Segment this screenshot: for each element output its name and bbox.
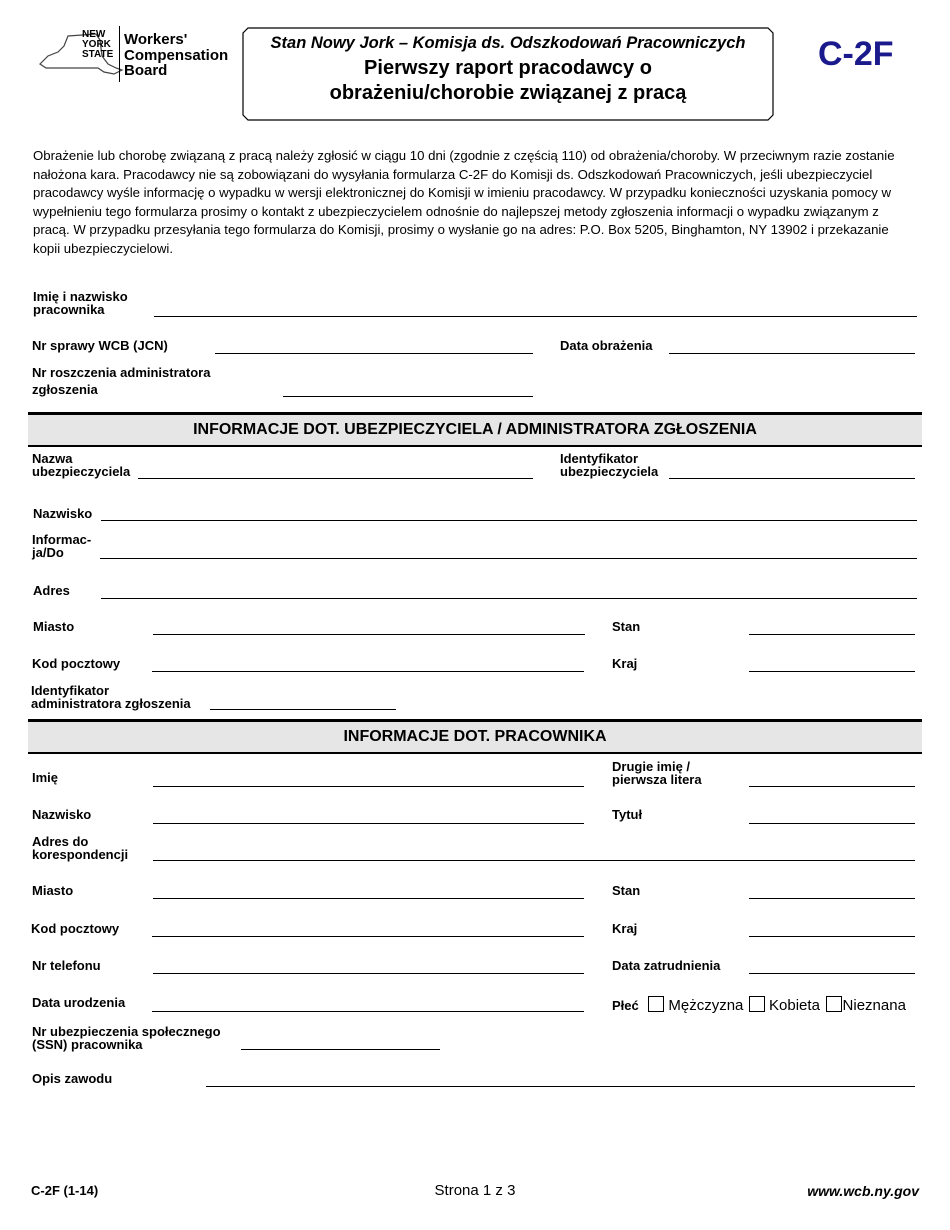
wcb-case-field[interactable]	[215, 353, 533, 354]
employee-name-label	[33, 290, 128, 316]
employee-name-field[interactable]	[154, 316, 917, 317]
gender-female-checkbox[interactable]	[749, 996, 765, 1012]
employee-state-label: Stan	[612, 883, 641, 898]
employee-city-field[interactable]	[153, 898, 584, 899]
insurer-name-label-l1: Nazwa	[32, 451, 73, 466]
gender-unknown-label: Nieznana	[842, 997, 906, 1014]
gender-female-label: Kobieta	[769, 997, 820, 1014]
ssn-field[interactable]	[241, 1049, 440, 1050]
gender-label: Płeć	[612, 998, 639, 1013]
info-to-label	[32, 533, 91, 559]
middle-name-field[interactable]	[749, 786, 915, 787]
insurer-surname-label: Nazwisko	[33, 506, 93, 521]
form-title-line-1: Pierwszy raport pracodawcy o	[364, 57, 652, 79]
footer-page-number: Strona 1 z 3	[434, 1182, 516, 1199]
insurer-name-label-l2: ubezpieczyciela	[32, 464, 131, 479]
mail-address-label-l1: Adres do	[32, 834, 89, 849]
title-field[interactable]	[749, 823, 915, 824]
ssn-label-l1: Nr ubezpieczenia społecznego	[32, 1024, 221, 1039]
ssn-label	[32, 1025, 221, 1051]
intro-text: Obrażenie lub chorobę związaną z pracą należy zgłosić w ciągu 10 dni (zgodnie z częścią 110) od obrażenia/choroby. W przeciwnym razie zostanie nałożona kara. Pracodawcy nie są zobowiązani do wysyłania formularza C-2F do Komisji ds. Odszkodowań Pracowniczych, jeśli ubezpieczyciel pracodawcy wyśle informację o wypadku w wersji elektronicznej do Komisji w imieniu pracodawcy. W przypadku konieczności uzyskania pomocy w wypełnieniu tego formularza prosimy o kontakt z ubezpieczycielem odnośnie do najlepszej metody zgłoszenia informacji o wypadku związanym z pracą. W przypadku przesyłania tego formularza do Komisji, prosimy o wysłanie go na adres: P.O. Box 5205, Binghamton, NY 13902 i przekazanie kopii ubezpieczycielowi.	[33, 148, 895, 256]
insurer-zip-label: Kod pocztowy	[32, 656, 121, 671]
insurer-address-field[interactable]	[101, 598, 917, 599]
injury-date-label: Data obrażenia	[560, 338, 653, 353]
insurer-surname-field[interactable]	[101, 520, 917, 521]
claim-admin-no-label-l1: Nr roszczenia administratora	[32, 365, 211, 380]
middle-name-label-l1: Drugie imię /	[612, 759, 691, 774]
admin-id-label-l2: administratora zgłoszenia	[31, 696, 191, 711]
mail-address-label	[32, 835, 128, 861]
insurer-city-field[interactable]	[153, 634, 585, 635]
birth-date-label: Data urodzenia	[32, 995, 126, 1010]
title-box	[242, 27, 774, 121]
employee-name-label-l2: pracownika	[33, 302, 105, 317]
info-to-label-l1: Informac-	[32, 532, 92, 547]
admin-id-label	[31, 684, 191, 710]
footer-website[interactable]: www.wcb.ny.gov	[807, 1183, 919, 1199]
insurer-section-header: INFORMACJE DOT. UBEZPIECZYCIELA / ADMINISTRATORA ZGŁOSZENIA	[28, 412, 922, 447]
admin-id-label-l1: Identyfikator	[31, 683, 110, 698]
hire-date-label: Data zatrudnienia	[612, 958, 721, 973]
insurer-id-field[interactable]	[669, 478, 915, 479]
employee-state-field[interactable]	[749, 898, 915, 899]
logo-agency-line-3: Board	[124, 62, 168, 79]
agency-title: Stan Nowy Jork – Komisja ds. Odszkodowań Pracowniczych	[270, 34, 746, 52]
phone-field[interactable]	[153, 973, 584, 974]
insurer-name-field[interactable]	[138, 478, 533, 479]
middle-name-label	[612, 760, 702, 786]
claim-admin-no-label	[32, 364, 210, 398]
gender-row	[612, 996, 906, 1015]
employee-surname-label: Nazwisko	[32, 807, 92, 822]
gender-male-checkbox[interactable]	[648, 996, 664, 1012]
mail-address-label-l2: korespondencji	[32, 847, 129, 862]
birth-date-field[interactable]	[152, 1011, 584, 1012]
wcb-case-label: Nr sprawy WCB (JCN)	[32, 338, 168, 353]
insurer-state-field[interactable]	[749, 634, 915, 635]
logo-state-line-1: NEW	[82, 29, 106, 40]
employee-city-label: Miasto	[32, 883, 74, 898]
employee-country-label: Kraj	[612, 921, 638, 936]
claim-admin-no-label-l2: zgłoszenia	[32, 382, 98, 397]
employee-country-field[interactable]	[749, 936, 915, 937]
form-code: C-2F	[818, 35, 894, 73]
claim-admin-no-field[interactable]	[283, 396, 533, 397]
first-name-label: Imię	[32, 770, 59, 785]
gender-unknown-checkbox[interactable]	[826, 996, 842, 1012]
logo-agency-line-2: Compensation	[124, 46, 229, 64]
insurer-country-field[interactable]	[749, 671, 915, 672]
insurer-zip-field[interactable]	[152, 671, 584, 672]
phone-label: Nr telefonu	[32, 958, 101, 973]
first-name-field[interactable]	[153, 786, 584, 787]
injury-date-field[interactable]	[669, 353, 915, 354]
admin-id-field[interactable]	[210, 709, 396, 710]
insurer-address-label: Adres	[33, 583, 70, 598]
logo-agency-line-1: Workers'	[124, 31, 188, 48]
job-description-label: Opis zawodu	[32, 1071, 113, 1086]
info-to-label-l2: ja/Do	[32, 545, 64, 560]
job-description-field[interactable]	[206, 1086, 915, 1087]
logo-state-line-2: YORK	[82, 39, 111, 50]
insurer-state-label: Stan	[612, 619, 641, 634]
insurer-city-label: Miasto	[33, 619, 75, 634]
insurer-id-label-l2: ubezpieczyciela	[560, 464, 659, 479]
hire-date-field[interactable]	[749, 973, 915, 974]
employee-name-label-l1: Imię i nazwisko	[33, 289, 128, 304]
employee-section-header: INFORMACJE DOT. PRACOWNIKA	[28, 719, 922, 754]
form-title-line-2: obrażeniu/chorobie związanej z pracą	[329, 82, 687, 104]
employee-zip-label: Kod pocztowy	[31, 921, 120, 936]
insurer-country-label: Kraj	[612, 656, 638, 671]
footer-form-version: C-2F (1-14)	[31, 1183, 99, 1198]
employee-zip-field[interactable]	[152, 936, 584, 937]
title-label: Tytuł	[612, 807, 643, 822]
wcb-logo	[38, 26, 233, 86]
employee-surname-field[interactable]	[153, 823, 584, 824]
insurer-id-label	[560, 452, 658, 478]
gender-male-label: Mężczyzna	[668, 997, 744, 1014]
middle-name-label-l2: pierwsza litera	[612, 772, 702, 787]
insurer-name-label	[32, 452, 130, 478]
mail-address-field[interactable]	[153, 860, 915, 861]
logo-state-line-3: STATE	[82, 49, 114, 60]
ssn-label-l2: (SSN) pracownika	[32, 1037, 143, 1052]
info-to-field[interactable]	[100, 558, 917, 559]
insurer-id-label-l1: Identyfikator	[560, 451, 639, 466]
